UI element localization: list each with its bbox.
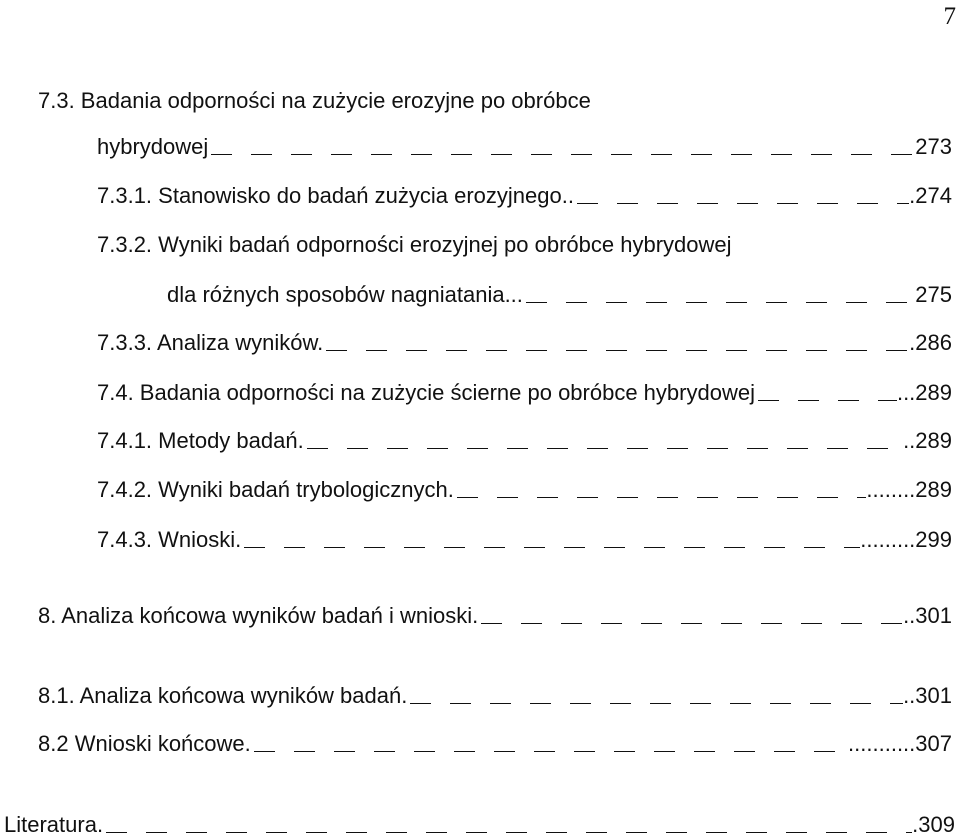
dot-leader (577, 181, 909, 211)
dot-leader (106, 810, 912, 840)
toc-entry-7-3-line1: 7.3. Badania odporności na zużycie erozyjne po obróbce (38, 88, 591, 113)
toc-entry-text: hybrydowej (97, 134, 209, 159)
toc-page-number: .........299 (860, 527, 952, 552)
page-number: 7 (943, 3, 956, 30)
dot-leader (211, 132, 915, 162)
toc-entry-7-3-3[interactable] (97, 328, 952, 358)
toc-entry-text: 8.1. Analiza końcowa wyników badań. (38, 683, 408, 708)
toc-entry-7-4-2[interactable] (97, 475, 952, 505)
toc-entry-8-1[interactable] (38, 681, 952, 711)
toc-page-number: ...........307 (848, 731, 952, 756)
toc-page-number: .286 (909, 330, 952, 355)
dot-leader (307, 426, 903, 456)
toc-page-number: ........289 (866, 477, 952, 502)
toc-entry-text: Literatura. (4, 812, 104, 837)
toc-entry-text: dla różnych sposobów nagniatania... (167, 282, 523, 307)
dot-leader (244, 525, 860, 555)
toc-entry-text: 7.3.3. Analiza wyników. (97, 330, 324, 355)
toc-page-number: .274 (909, 183, 952, 208)
dot-leader (481, 601, 903, 631)
toc-entry-8-2[interactable] (38, 729, 952, 759)
dot-leader (457, 475, 867, 505)
toc-entry-text: 8.2 Wnioski końcowe. (38, 731, 251, 756)
toc-entry-text: 7.4.1. Metody badań. (97, 428, 304, 453)
toc-entry-literatura[interactable] (4, 810, 955, 840)
toc-entry-text: 7.4.3. Wnioski. (97, 527, 242, 552)
toc-entry-7-3-1[interactable] (97, 181, 952, 211)
toc-entry-7-3-2-line1: 7.3.2. Wyniki badań odporności erozyjnej po obróbce hybrydowej (97, 232, 732, 257)
dot-leader (758, 378, 897, 408)
toc-page-number: ...289 (896, 380, 952, 405)
toc-entry-text: 7.3.1. Stanowisko do badań zużycia erozyjnego.. (97, 183, 574, 208)
toc-entry-text: 8. Analiza końcowa wyników badań i wnioski. (38, 603, 479, 628)
toc-entry-7-4[interactable] (97, 378, 952, 408)
toc-entry-7-3[interactable] (97, 132, 952, 162)
dot-leader (326, 328, 909, 358)
toc-page-number: ..289 (903, 428, 952, 453)
toc-page-number: ..301 (903, 683, 952, 708)
toc-entry-text: 7.4. Badania odporności na zużycie ścierne po obróbce hybrydowej (97, 380, 755, 405)
toc-page-number: 275 (915, 282, 952, 307)
toc-page-number: 273 (915, 134, 952, 159)
toc-page-number: ..301 (903, 603, 952, 628)
toc-entry-7-4-3[interactable] (97, 525, 952, 555)
toc-entry-7-3-2[interactable] (167, 280, 952, 310)
dot-leader (526, 280, 915, 310)
dot-leader (410, 681, 903, 711)
toc-entry-text: 7.4.2. Wyniki badań trybologicznych. (97, 477, 454, 502)
toc-entry-8[interactable] (38, 601, 952, 631)
toc-entry-7-4-1[interactable] (97, 426, 952, 456)
dot-leader (254, 729, 848, 759)
toc-page-number: .309 (912, 812, 955, 837)
